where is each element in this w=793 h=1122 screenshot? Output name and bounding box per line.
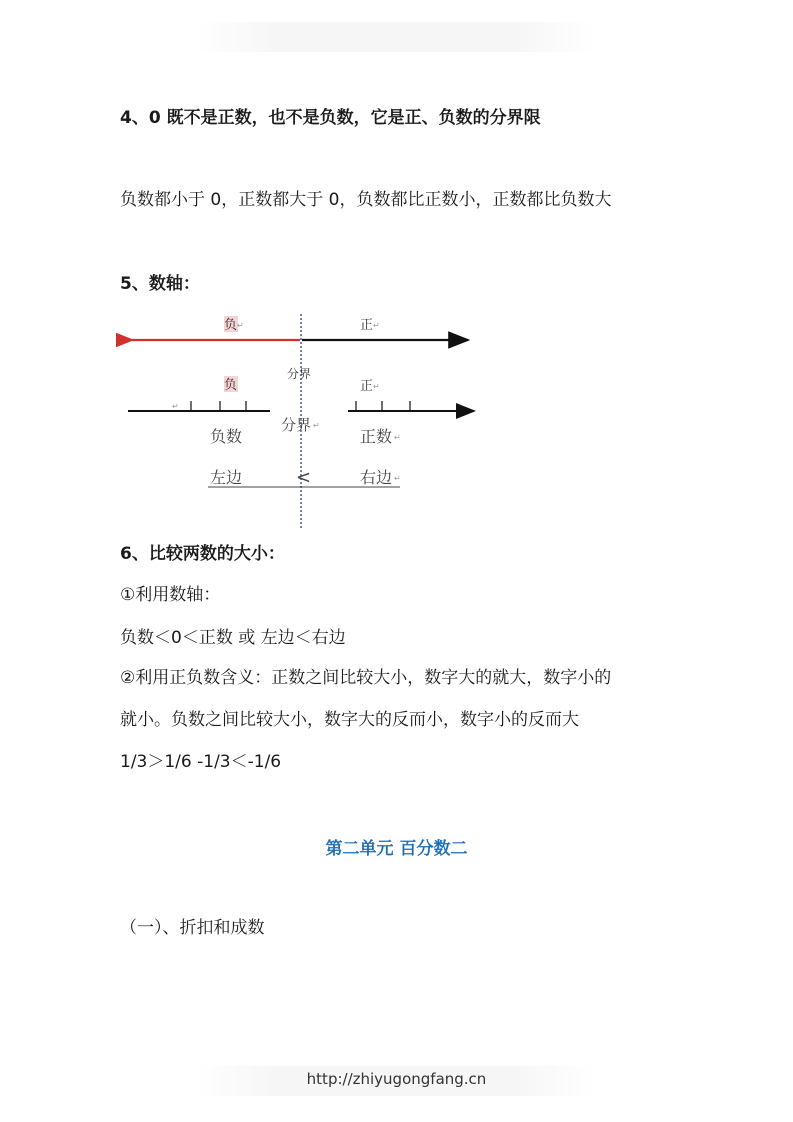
fraction-example: 1/3＞1/6 -1/3＜-1/6 <box>120 752 282 772</box>
footer-url-link[interactable]: http://zhiyugongfang.cn <box>306 1070 487 1088</box>
left-side-label: 左边 <box>210 468 243 487</box>
positive-numbers-mark: ↵ <box>394 433 401 442</box>
top-negative-mark: ↵ <box>237 321 244 330</box>
point-6-heading: 6、比较两数的大小： <box>120 544 285 564</box>
method-2-line-2: 就小。负数之间比较大小，数字大的反而小，数字小的反而大 <box>120 710 579 730</box>
right-side-label: 右边 <box>360 468 393 487</box>
mid-positive-mark: ↵ <box>373 382 380 391</box>
section-1-heading: （一）、折扣和成数 <box>120 918 265 938</box>
point-4-body: 负数都小于 0，正数都大于 0，负数都比正数小，正数都比负数大 <box>120 190 612 210</box>
unit-heading: 第二单元 百分数二 <box>325 839 468 859</box>
boundary-label-mark: ↵ <box>313 421 320 430</box>
point-5-heading: 5、数轴： <box>120 274 200 294</box>
method-1-rule: 负数＜0＜正数 或 左边＜右边 <box>120 628 346 648</box>
negative-segment-mark: ↵ <box>172 402 179 411</box>
less-than-sign: < <box>296 467 312 488</box>
top-negative-label: 负 <box>224 318 238 333</box>
method-2-line-1: ②利用正负数含义：正数之间比较大小，数字大的就大，数字小的 <box>120 668 612 688</box>
boundary-label-small: 分界 <box>287 367 312 381</box>
right-side-mark: ↵ <box>394 474 401 483</box>
positive-numbers-label: 正数 <box>360 427 393 446</box>
boundary-label-large: 分界 <box>281 416 312 434</box>
number-line-diagram <box>116 306 498 530</box>
negative-numbers-label: 负数 <box>210 427 243 446</box>
top-watermark-banner <box>198 22 594 52</box>
top-positive-mark: ↵ <box>373 321 380 330</box>
mid-positive-label: 正 <box>360 379 374 394</box>
point-4-heading: 4、0 既不是正数，也不是负数，它是正、负数的分界限 <box>120 108 541 128</box>
number-line-svg <box>116 306 498 530</box>
top-positive-label: 正 <box>360 318 374 333</box>
method-1-label: ①利用数轴： <box>120 585 221 605</box>
mid-negative-label: 负 <box>224 378 238 393</box>
